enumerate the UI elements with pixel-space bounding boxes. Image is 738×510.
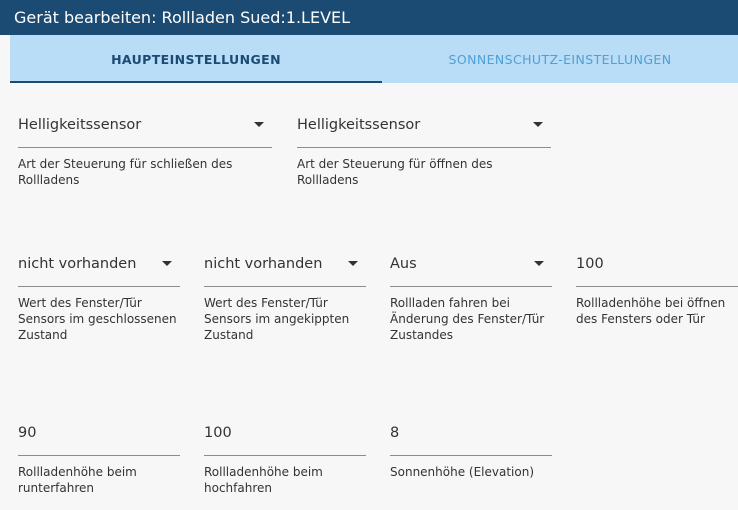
field-label: Wert des Fenster/Tür Sensors im geschlossenen Zustand [18,296,177,342]
chevron-down-icon[interactable] [533,122,543,127]
select-value-text: nicht vorhanden [204,256,323,272]
field-label: Rollladenhöhe beim runterfahren [18,465,137,495]
window-open-height-input[interactable] [576,241,738,327]
field-label: Sonnenhöhe (Elevation) [390,465,535,479]
up-height-input[interactable] [204,410,366,496]
field-label: Art der Steuerung für öffnen des Rollladens [297,157,493,187]
window-change-drive-select[interactable] [390,241,552,343]
tab-label: SONNENSCHUTZ-EINSTELLUNGEN [448,51,672,67]
open-control-type-select[interactable] [297,102,551,188]
select-value[interactable] [297,102,551,148]
close-control-type-select[interactable] [18,102,272,188]
field-label: Wert des Fenster/Tür Sensors im angekippten Zustand [204,296,350,342]
down-height-input[interactable] [18,410,180,496]
dialog-title: Gerät bearbeiten: Rollladen Sued:1.LEVEL [0,0,738,35]
chevron-down-icon[interactable] [162,261,172,266]
window-closed-sensor-select[interactable] [18,241,180,343]
tab-haupteinstellungen[interactable] [10,35,382,83]
field-label: Rollladenhöhe beim hochfahren [204,465,323,495]
input-value[interactable] [390,410,552,456]
select-value-text: Helligkeitssensor [18,117,142,133]
select-value-text: Aus [390,256,417,272]
input-value-text: 100 [204,425,232,441]
select-value-text: Helligkeitssensor [297,117,421,133]
input-value[interactable] [576,241,738,287]
input-value[interactable] [204,410,366,456]
input-value-text: 100 [576,256,604,272]
field-label: Art der Steuerung für schließen des Rollladens [18,157,233,187]
sun-elevation-input[interactable] [390,410,552,480]
window-tilted-sensor-select[interactable] [204,241,366,343]
field-label: Rollladen fahren bei Änderung des Fenster/Tür Zustandes [390,296,545,342]
select-value[interactable] [390,241,552,287]
input-value[interactable] [18,410,180,456]
tab-sonnenschutz-einstellungen[interactable] [382,35,738,83]
select-value[interactable] [18,241,180,287]
chevron-down-icon[interactable] [534,261,544,266]
field-label: Rollladenhöhe bei öffnen des Fensters oder Tür [576,296,726,326]
tab-bar [10,35,738,83]
chevron-down-icon[interactable] [254,122,264,127]
select-value-text: nicht vorhanden [18,256,137,272]
select-value[interactable] [204,241,366,287]
select-value[interactable] [18,102,272,148]
chevron-down-icon[interactable] [348,261,358,266]
input-value-text: 90 [18,425,37,441]
tab-label: HAUPTEINSTELLUNGEN [111,51,281,67]
input-value-text: 8 [390,425,400,441]
